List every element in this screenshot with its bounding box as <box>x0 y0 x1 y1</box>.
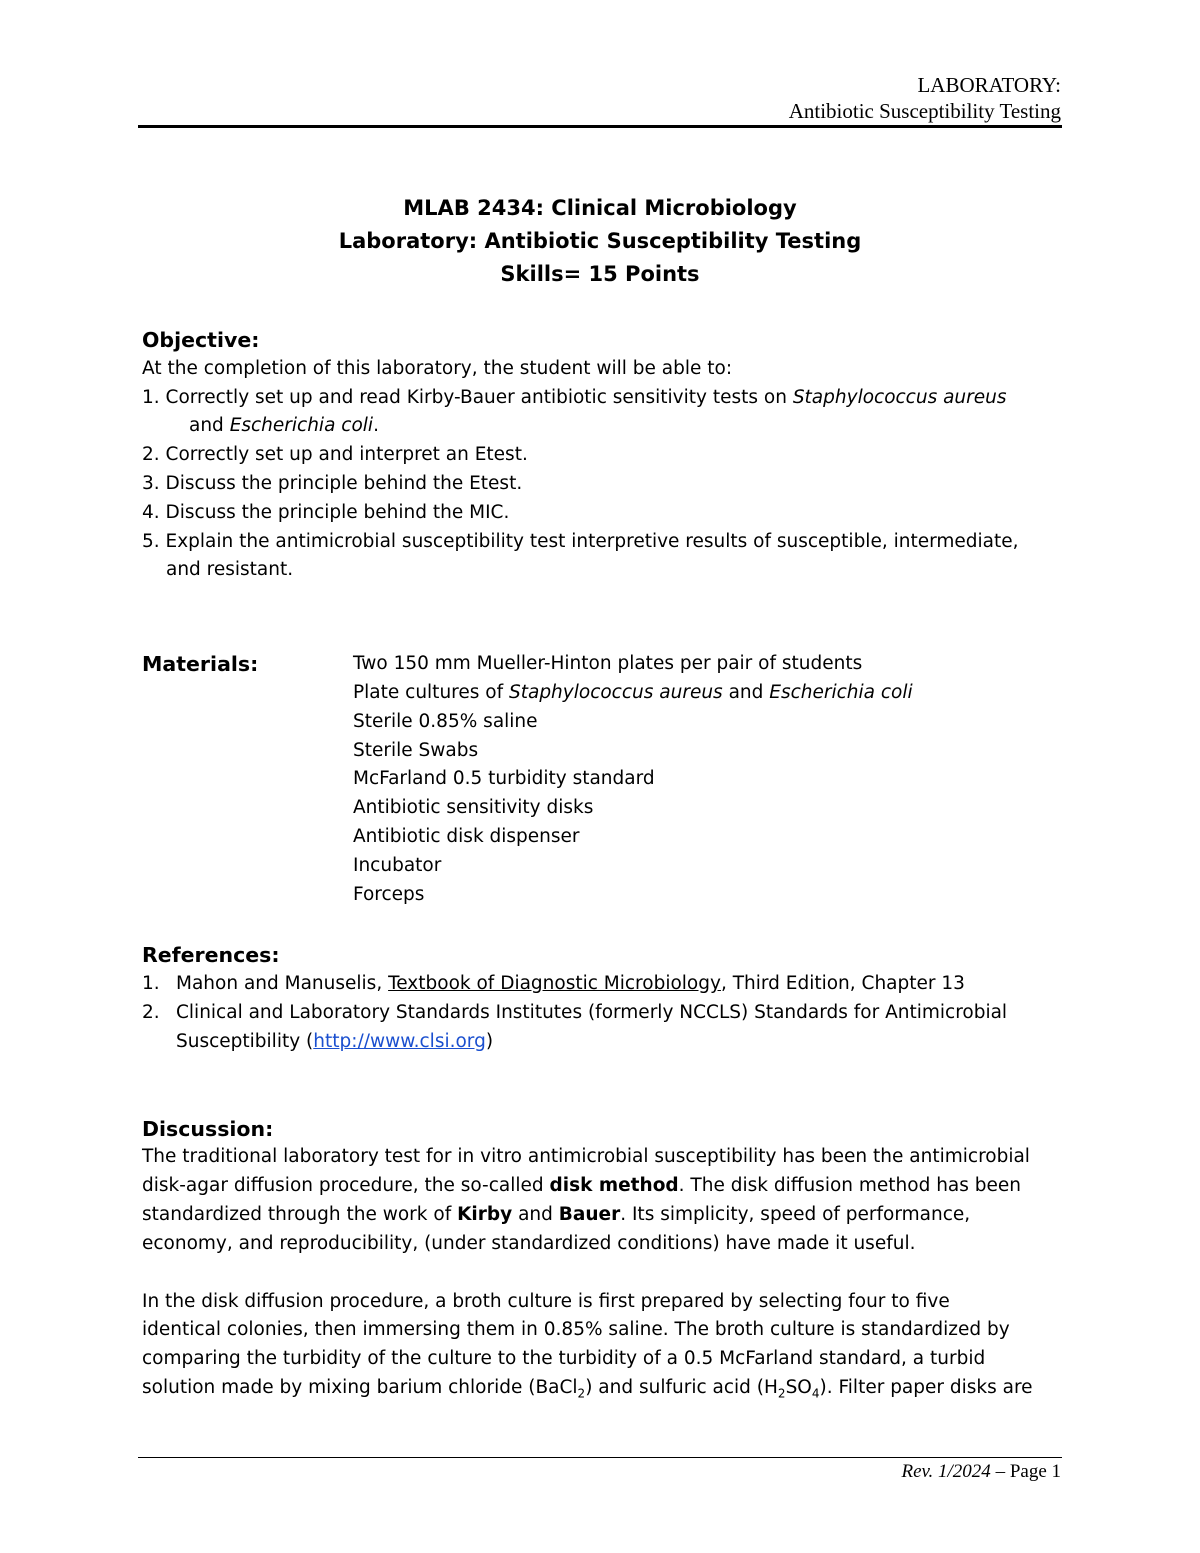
objective-item-4: 4. Discuss the principle behind the MIC. <box>142 501 510 523</box>
discussion-paragraph-1: The traditional laboratory test for in vitro antimicrobial susceptibility has been the antimicrobial disk-agar diffusion procedure, the so-called disk method. The disk diffusion method has been standardized through the work of Kirby and Bauer. Its simplicity, speed of performance, economy, and reproducibility, (under standardized conditions) have made it useful. <box>142 1146 1030 1254</box>
footer-rule <box>138 1457 1062 1458</box>
materials-section <box>142 650 1062 909</box>
materials-heading: Materials: <box>142 652 259 677</box>
reference-item-2: 2. Clinical and Laboratory Standards Institutes (formerly NCCLS) Standards for Antimicrobial Susceptibility (http://www.clsi.org) <box>142 1001 1008 1052</box>
lab-title: Laboratory: Antibiotic Susceptibility Testing <box>338 229 862 253</box>
header-line-2: Antibiotic Susceptibility Testing <box>788 99 1061 123</box>
objective-heading: Objective: <box>142 328 260 352</box>
objective-item-1: 1. Correctly set up and read Kirby-Bauer antibiotic sensitivity tests on Staphylococcus aureus <box>142 386 1007 408</box>
material-item: McFarland 0.5 turbidity standard <box>353 768 655 790</box>
header-rule <box>138 125 1062 128</box>
materials-list <box>353 650 1062 909</box>
material-item: Two 150 mm Mueller-Hinton plates per pair of students <box>353 653 863 675</box>
page-footer: Rev. 1/2024 – Page 1 <box>901 1461 1061 1482</box>
reference-item-1: 1. Mahon and Manuselis, Textbook of Diagnostic Microbiology, Third Edition, Chapter 13 <box>142 973 965 995</box>
discussion-paragraph-2: In the disk diffusion procedure, a broth culture is first prepared by selecting four to five identical colonies, then immersing them in 0.85% saline. The broth culture is standardized by comparing the turbidity of the culture to the turbidity of a 0.5 McFarland standard, a turbid solution made by mixing barium chloride (BaCl$_2$) and sulfuric acid $(H_2SO_4)$. Filter paper disks are <box>142 1290 1033 1401</box>
material-item: Antibiotic sensitivity disks <box>353 797 594 819</box>
skills-points: Skills= 15 Points <box>500 262 700 286</box>
discussion-heading: Discussion: <box>142 1116 274 1141</box>
header-line-1: LABORATORY: <box>917 73 1061 97</box>
book-title: Textbook of Diagnostic Microbiology <box>388 973 721 995</box>
material-item: Sterile Swabs <box>353 739 479 761</box>
material-item: Incubator <box>353 854 442 876</box>
document-body <box>142 326 1062 1408</box>
course-title: MLAB 2434: Clinical Microbiology <box>403 196 797 220</box>
material-item: Sterile 0.85% saline <box>353 710 538 732</box>
title-block <box>138 192 1062 291</box>
running-header <box>789 72 1061 124</box>
revision-date: Rev. 1/2024 <box>901 1461 991 1482</box>
objective-item-1-cont: and Escherichia coli. <box>189 415 379 437</box>
objective-item-2: 2. Correctly set up and interpret an Etest. <box>142 444 528 466</box>
objective-item-5: 5. Explain the antimicrobial susceptibility test interpretive results of susceptible, intermediate, <box>142 530 1019 552</box>
page-number: Page 1 <box>1009 1461 1061 1482</box>
references-heading: References: <box>142 943 280 968</box>
clsi-link[interactable]: http://www.clsi.org <box>313 1030 486 1052</box>
material-item-cultures: Plate cultures of Staphylococcus aureus and Escherichia coli <box>353 681 913 703</box>
material-item: Antibiotic disk dispenser <box>353 825 580 847</box>
objective-item-3: 3. Discuss the principle behind the Etest. <box>142 472 523 494</box>
objective-item-5-cont: and resistant. <box>166 559 294 581</box>
material-item: Forceps <box>353 883 425 905</box>
objective-intro: At the completion of this laboratory, the student will be able to: <box>142 357 733 379</box>
